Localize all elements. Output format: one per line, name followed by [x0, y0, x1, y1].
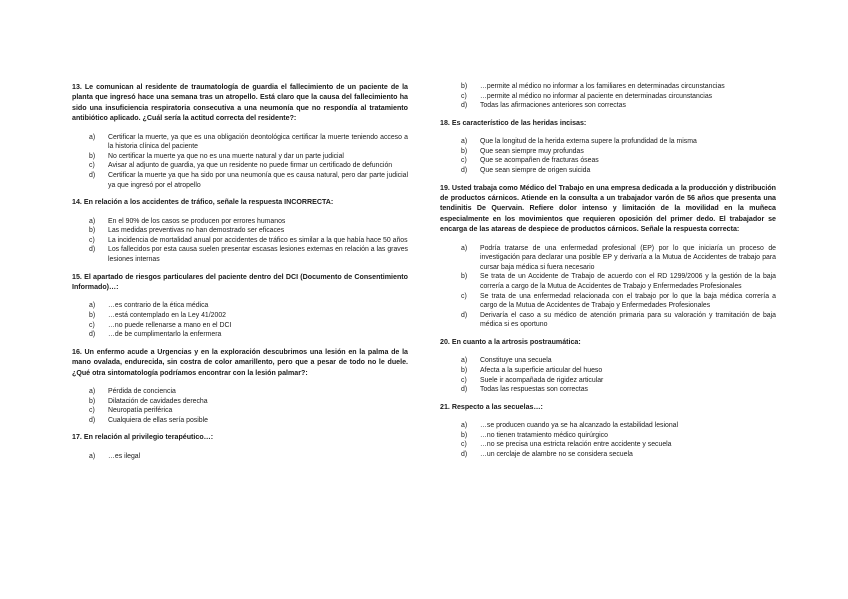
question: [440, 183, 776, 330]
answer-option: [72, 321, 408, 331]
right-column: [440, 82, 776, 467]
option-text: …un cerclaje de alambre no se considera secuela: [480, 450, 633, 458]
question-title: 13. Le comunican al residente de traumatología de guardia el fallecimiento de un paciente de la planta que ingresó hace una semana tras un atropello. Está claro que la causa del fallecimiento ha sido una insuficiencia respiratoria consecutiva a una neumonía que no respondía al tratamiento antibiótico aplicado. ¿Cuál sería la actitud correcta del residente?:: [72, 83, 408, 123]
answer-option: [440, 311, 776, 330]
option-letter: d): [461, 166, 468, 174]
option-list: [72, 452, 408, 462]
option-text: Afecta a la superficie articular del hueso: [480, 366, 603, 374]
answer-option: [72, 330, 408, 340]
option-letter: b): [461, 147, 468, 155]
option-text: Todas las afirmaciones anteriores son correctas: [480, 102, 626, 110]
option-text: No certificar la muerte ya que no es una muerte natural y dar un parte judicial: [108, 152, 344, 160]
option-letter: a): [461, 357, 468, 365]
answer-option: [440, 450, 776, 460]
answer-option: [440, 376, 776, 386]
answer-option: [72, 406, 408, 416]
option-letter: c): [89, 236, 95, 244]
option-letter: a): [461, 422, 468, 430]
option-list: [440, 356, 776, 394]
answer-option: [440, 431, 776, 441]
option-text: Pérdida de conciencia: [108, 387, 176, 395]
option-text: …permite al médico no informar a los familiares en determinadas circunstancias: [480, 83, 725, 90]
answer-option: [440, 166, 776, 176]
question: [440, 402, 776, 460]
option-text: Se trata de una enfermedad relacionada con el trabajo por lo que la baja médica correría a cargo de la Mutua de Accidentes de Trabajo y Enfermedades Profesionales: [480, 292, 776, 310]
question-title: 18. Es característico de las heridas incisas:: [440, 118, 587, 127]
option-letter: c): [89, 407, 95, 415]
left-column: [72, 82, 408, 468]
option-letter: b): [461, 431, 468, 439]
option-letter: c): [461, 157, 467, 165]
option-letter: c): [461, 376, 467, 384]
question: [440, 82, 776, 111]
option-letter: d): [461, 386, 468, 394]
question: [72, 432, 408, 461]
option-list: [440, 244, 776, 330]
question: [440, 337, 776, 395]
option-letter: d): [89, 331, 96, 339]
option-text: Que sean siempre muy profundas: [480, 147, 584, 155]
answer-option: [440, 147, 776, 157]
answer-option: [72, 236, 408, 246]
option-letter: a): [461, 244, 468, 252]
option-letter: b): [89, 152, 96, 160]
answer-option: [440, 82, 776, 92]
option-letter: d): [89, 246, 96, 254]
answer-option: [72, 245, 408, 264]
answer-option: [72, 133, 408, 152]
answer-option: [72, 161, 408, 171]
option-list: [440, 137, 776, 175]
option-letter: a): [89, 452, 96, 460]
option-list: [440, 82, 776, 111]
option-text: …se producen cuando ya se ha alcanzado la estabilidad lesional: [480, 422, 679, 430]
answer-option: [72, 416, 408, 426]
option-text: …es ilegal: [108, 452, 141, 460]
option-letter: c): [89, 162, 95, 170]
answer-option: [72, 226, 408, 236]
answer-option: [72, 171, 408, 190]
option-text: Se trata de un Accidente de Trabajo de acuerdo con el RD 1299/2006 y la gestión de la baja correría a cargo de la Mutua de Accidentes de Trabajo y Enfermedades Profesionales: [480, 273, 776, 290]
option-letter: a): [89, 302, 96, 310]
answer-option: [72, 452, 408, 462]
option-letter: b): [461, 273, 468, 281]
option-letter: c): [461, 92, 467, 100]
option-text: Certificar la muerte, ya que es una obligación deontológica certificar la muerte teniendo acceso a la historia clínica del paciente: [108, 133, 408, 151]
option-text: Dilatación de cavidades derecha: [108, 397, 208, 405]
question: [72, 82, 408, 190]
option-text: En el 90% de los casos se producen por errores humanos: [108, 217, 286, 225]
answer-option: [440, 292, 776, 311]
question-title: 14. En relación a los accidentes de tráfico, señale la respuesta INCORRECTA:: [72, 198, 334, 207]
option-text: Todas las respuestas son correctas: [480, 386, 589, 394]
option-list: [72, 133, 408, 191]
answer-option: [440, 156, 776, 166]
option-letter: c): [89, 321, 95, 329]
option-letter: b): [89, 397, 96, 405]
option-list: [440, 421, 776, 459]
option-text: Que la longitud de la herida externa supere la profundidad de la misma: [480, 138, 697, 146]
question: [72, 197, 408, 264]
answer-option: [440, 101, 776, 111]
option-text: Suele ir acompañada de rigidez articular: [480, 376, 604, 384]
option-text: La incidencia de mortalidad anual por accidentes de tráfico es similar a la que había hace 50 años: [108, 236, 408, 244]
answer-option: [440, 137, 776, 147]
answer-option: [72, 301, 408, 311]
option-text: Constituye una secuela: [480, 357, 552, 365]
option-text: …no puede rellenarse a mano en el DCI: [108, 321, 232, 329]
question-title: 17. En relación al privilegio terapéutico…:: [72, 433, 214, 442]
answer-option: [72, 152, 408, 162]
option-letter: d): [461, 102, 468, 110]
option-text: Certificar la muerte ya que ha sido por una neumonía que es causa natural, pero dar parte judicial ya que ingresó por el atropello: [108, 172, 408, 189]
question-title: 16. Un enfermo acude a Urgencias y en la exploración descubrimos una lesión en la palma de la mano ovalada, endurecida, sin costra de color amarillento, pero que a pesar de todo no le duele. ¿Qué otra sintomatología podríamos encontrar con la lesión palmar?:: [72, 347, 408, 377]
option-text: Los fallecidos por esta causa suelen presentar escasas lesiones externas en relación a las graves lesiones internas: [108, 246, 408, 263]
answer-option: [440, 92, 776, 102]
option-letter: a): [89, 133, 96, 141]
option-text: …permite al médico no informar al paciente en determinadas circunstancias: [480, 92, 713, 100]
option-letter: d): [461, 311, 468, 319]
question-title: 21. Respecto a las secuelas…:: [440, 402, 543, 411]
option-list: [72, 387, 408, 425]
question-title: 15. El apartado de riesgos particulares del paciente dentro del DCI (Documento de Consentimiento Informado)…:: [72, 272, 408, 291]
option-list: [72, 301, 408, 339]
option-list: [72, 217, 408, 265]
question-title: 20. En cuanto a la artrosis postraumática:: [440, 337, 581, 346]
option-text: …no tienen tratamiento médico quirúrgico: [480, 431, 608, 439]
option-letter: b): [89, 227, 96, 235]
option-letter: b): [461, 83, 468, 90]
option-text: …no se precisa una estricta relación entre accidente y secuela: [480, 441, 672, 449]
question-title: 19. Usted trabaja como Médico del Trabajo en una empresa dedicada a la producción y distribución de productos cárnicos. Atiende en la consulta a un trabajador varón de 56 años que presenta una tendinitis De Quervain. Refiere dolor intenso y limitación de la movilidad en la muñeca especialmente en los movimientos que requieren oposición del primer dedo. El trabajador se encarga de las atareas de despiece de productos cárnicos. Señale la respuesta correcta:: [440, 183, 776, 234]
option-text: …está contemplado en la Ley 41/2002: [108, 311, 226, 319]
answer-option: [440, 272, 776, 291]
option-letter: d): [89, 172, 96, 179]
option-text: Cualquiera de ellas sería posible: [108, 416, 208, 424]
option-letter: a): [461, 138, 468, 146]
answer-option: [440, 356, 776, 366]
option-letter: a): [89, 217, 96, 225]
option-text: Podría tratarse de una enfermedad profesional (EP) por lo que iniciaría un proceso de investigación para declarar una posible EP y derivaría a la Mutua de Accidentes de trabajo para cursar baja médica si fuera necesario: [480, 244, 776, 271]
option-text: Las medidas preventivas no han demostrado ser eficaces: [108, 227, 285, 235]
option-text: Neuropatía periférica: [108, 407, 173, 415]
option-text: Derivaría el caso a su médico de atención primaria para su valoración y tramitación de baja médica si es oportuno: [480, 311, 776, 329]
answer-option: [72, 311, 408, 321]
question: [72, 347, 408, 426]
option-text: …es contrario de la ética médica: [108, 302, 209, 310]
option-letter: c): [461, 441, 467, 449]
option-letter: c): [461, 292, 467, 300]
option-letter: b): [89, 311, 96, 319]
answer-option: [440, 385, 776, 395]
answer-option: [440, 440, 776, 450]
answer-option: [440, 421, 776, 431]
option-letter: d): [89, 416, 96, 424]
answer-option: [72, 387, 408, 397]
answer-option: [72, 217, 408, 227]
option-text: …de be cumplimentarlo la enfermera: [108, 331, 222, 339]
option-text: Avisar al adjunto de guardia, ya que un residente no puede firmar un certificado de defunción: [108, 162, 393, 170]
option-letter: b): [461, 366, 468, 374]
option-text: Que sean siempre de origen suicida: [480, 166, 591, 174]
question: [72, 272, 408, 340]
answer-option: [72, 397, 408, 407]
option-letter: d): [461, 450, 468, 458]
question: [440, 118, 776, 176]
option-text: Que se acompañen de fracturas óseas: [480, 157, 599, 165]
answer-option: [440, 244, 776, 273]
option-letter: a): [89, 387, 96, 395]
answer-option: [440, 366, 776, 376]
